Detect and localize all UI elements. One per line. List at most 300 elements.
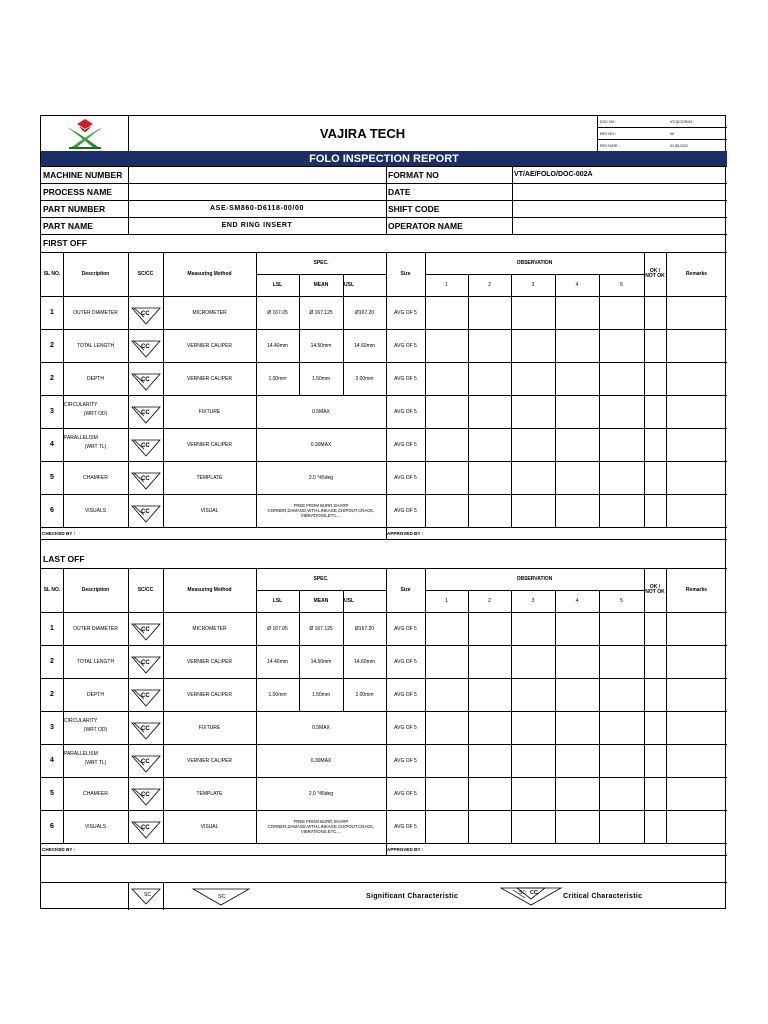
cc-symbol — [128, 333, 163, 362]
row-observation-3-input[interactable] — [511, 362, 555, 395]
row-description: DEPTH — [87, 375, 104, 382]
row-spec: 0.5MAX — [312, 408, 330, 415]
cc-triangle-icon — [131, 819, 161, 839]
row-size: AVG OF 5 — [394, 625, 417, 632]
row-observation-2-input[interactable] — [468, 494, 511, 527]
column-header-observation-2: 2 — [488, 598, 491, 604]
row-observation-4-input[interactable] — [555, 612, 599, 645]
row-observation-5-input[interactable] — [599, 612, 644, 645]
row-sl-no: 3 — [50, 724, 54, 731]
row-spec: 0.30MAX — [310, 757, 332, 764]
sc-triangle-icon — [191, 886, 251, 906]
row-description: VISUALS — [84, 823, 107, 830]
row-observation-3-input[interactable] — [511, 395, 555, 428]
row-remarks-input[interactable] — [666, 461, 727, 494]
column-header-mean: MEAN — [313, 282, 329, 288]
row-sl-no: 6 — [50, 823, 54, 830]
operator-name-field[interactable] — [514, 217, 726, 234]
column-header-measuring-method: Measuring Method — [187, 587, 232, 593]
row-usl: 2.00mm — [355, 375, 374, 382]
row-observation-4-input[interactable] — [555, 428, 599, 461]
row-observation-2-input[interactable] — [468, 645, 511, 678]
row-remarks-input[interactable] — [666, 494, 727, 527]
cc-triangle-icon — [131, 338, 161, 358]
row-observation-4-input[interactable] — [555, 744, 599, 777]
cc-symbol-text: CC — [140, 659, 150, 666]
date-label: DATE — [388, 186, 411, 197]
row-observation-1-input[interactable] — [425, 678, 468, 711]
approved-by-label: APPROVED BY : — [387, 530, 424, 536]
row-spec: 0.30MAX — [310, 441, 332, 448]
row-observation-5-input[interactable] — [599, 428, 644, 461]
cc-symbol — [128, 748, 163, 777]
row-mean: Ø 167.125 — [309, 309, 333, 316]
row-observation-5-input[interactable] — [599, 777, 644, 810]
row-ok-not-ok-input[interactable] — [644, 645, 666, 678]
rev-date-value: 01.08.2022 — [670, 143, 688, 148]
row-observation-3-input[interactable] — [511, 678, 555, 711]
row-observation-1-input[interactable] — [425, 645, 468, 678]
row-size: AVG OF 5 — [394, 441, 417, 448]
cc-symbol-text: CC — [140, 409, 150, 416]
rev-no-label: REV NO : — [600, 131, 616, 136]
row-observation-3-input[interactable] — [511, 645, 555, 678]
column-header-observation: OBSERVATION — [516, 260, 553, 266]
row-sl-no: 5 — [50, 790, 54, 797]
rev-date-label: REV DATE : — [600, 143, 620, 148]
row-spec: 2.0 *45deg — [308, 790, 334, 797]
cc-symbol — [128, 682, 163, 711]
cc-symbol — [128, 432, 163, 461]
cc-symbol — [128, 399, 163, 428]
row-measuring-method: VISUAL — [200, 507, 219, 514]
row-observation-4-input[interactable] — [555, 362, 599, 395]
row-description: DEPTH — [87, 691, 104, 698]
row-description-reference: (WRT OD) — [83, 727, 108, 733]
row-description: OUTER DIAMETER — [73, 625, 118, 632]
cc-triangle-icon — [131, 621, 161, 641]
row-observation-4-input[interactable] — [555, 461, 599, 494]
row-sl-no: 2 — [50, 375, 54, 382]
column-header-observation-2: 2 — [488, 282, 491, 288]
row-ok-not-ok-input[interactable] — [644, 744, 666, 777]
row-observation-2-input[interactable] — [468, 810, 511, 843]
sc-symbol-text: SC — [519, 890, 526, 896]
column-header-observation-1: 1 — [445, 598, 448, 604]
row-remarks-input[interactable] — [666, 678, 727, 711]
row-observation-2-input[interactable] — [468, 428, 511, 461]
row-observation-1-input[interactable] — [425, 428, 468, 461]
row-size: AVG OF 5 — [394, 658, 417, 665]
part-number-value: ASE-SM860-D6118-00/00 — [210, 205, 304, 212]
column-header-observation-4: 4 — [575, 282, 579, 288]
cc-symbol — [128, 498, 163, 527]
column-header-description: Description — [81, 271, 110, 277]
row-usl: 14.60mm — [354, 658, 375, 665]
cc-symbol — [128, 649, 163, 678]
row-observation-4-input[interactable] — [555, 329, 599, 362]
row-observation-2-input[interactable] — [468, 362, 511, 395]
process-name-field[interactable] — [128, 183, 386, 200]
cc-symbol-text: CC — [140, 626, 150, 633]
row-sl-no: 1 — [50, 309, 54, 316]
row-observation-2-input[interactable] — [468, 395, 511, 428]
row-observation-1-input[interactable] — [425, 810, 468, 843]
row-observation-5-input[interactable] — [599, 296, 644, 329]
row-measuring-method: VISUAL — [200, 823, 219, 830]
doc-no-value: VT/QCD/R/03 — [670, 119, 693, 124]
row-description: PARALLELISM — [64, 751, 98, 757]
row-observation-1-input[interactable] — [425, 612, 468, 645]
cc-symbol-text: CC — [530, 890, 538, 896]
row-lsl: 14.40mm — [267, 342, 288, 349]
shift-code-field[interactable] — [514, 200, 726, 217]
cc-symbol — [128, 814, 163, 843]
row-sl-no: 2 — [50, 691, 54, 698]
checked-by-label: CHECKED BY : — [42, 530, 76, 536]
row-sl-no: 2 — [50, 342, 54, 349]
cc-triangle-icon — [131, 437, 161, 457]
row-remarks-input[interactable] — [666, 296, 727, 329]
row-lsl: 14.40mm — [267, 658, 288, 665]
row-lsl: 1.00mm — [268, 375, 287, 382]
row-measuring-method: VERNIER CALIPER — [186, 757, 232, 764]
row-observation-1-input[interactable] — [425, 296, 468, 329]
row-measuring-method: VERNIER CALIPER — [186, 441, 232, 448]
cc-triangle-icon — [131, 470, 161, 490]
row-remarks-input[interactable] — [666, 612, 727, 645]
row-observation-3-input[interactable] — [511, 711, 555, 744]
row-size: AVG OF 5 — [394, 724, 417, 731]
row-observation-5-input[interactable] — [599, 744, 644, 777]
row-remarks-input[interactable] — [666, 395, 727, 428]
approved-by-label: APPROVED BY : — [387, 846, 424, 852]
row-description: TOTAL LENGTH — [76, 658, 115, 665]
doc-no-label: DOC NO : — [600, 119, 617, 124]
row-sl-no: 6 — [50, 507, 54, 514]
cc-triangle-icon — [131, 753, 161, 773]
row-remarks-input[interactable] — [666, 428, 727, 461]
column-header-observation-4: 4 — [575, 598, 579, 604]
row-sl-no: 4 — [50, 757, 54, 764]
column-header-observation-5: 5 — [620, 282, 623, 288]
row-measuring-method: MICROMETER — [192, 625, 227, 632]
row-observation-5-input[interactable] — [599, 329, 644, 362]
row-remarks-input[interactable] — [666, 810, 727, 843]
rev-no-value: 00 — [670, 131, 674, 136]
row-observation-5-input[interactable] — [599, 362, 644, 395]
row-size: AVG OF 5 — [394, 757, 417, 764]
row-lsl: 1.00mm — [268, 691, 287, 698]
row-ok-not-ok-input[interactable] — [644, 777, 666, 810]
cc-triangle-icon — [131, 654, 161, 674]
column-header-spec: SPEC. — [313, 260, 329, 266]
row-observation-3-input[interactable] — [511, 744, 555, 777]
row-description-reference: (WRT OD) — [83, 411, 108, 417]
row-measuring-method: TEMPLATE — [196, 790, 223, 797]
format-no-value: VT/AE/FOLO/DOC-002A — [514, 171, 593, 178]
row-usl: Ø167.20 — [354, 625, 375, 632]
logo-emblem-icon — [61, 117, 109, 151]
date-field[interactable] — [514, 183, 726, 200]
cc-triangle-icon — [131, 687, 161, 707]
row-usl: 2.00mm — [355, 691, 374, 698]
cc-symbol-text: CC — [140, 343, 150, 350]
row-usl: Ø167.20 — [354, 309, 375, 316]
column-header-sc-cc: SC/CC — [137, 587, 154, 593]
row-spec: 2.0 *45deg — [308, 474, 334, 481]
row-observation-4-input[interactable] — [555, 678, 599, 711]
shift-code-label: SHIFT CODE — [388, 203, 440, 214]
row-observation-2-input[interactable] — [468, 744, 511, 777]
row-spec: 0.5MAX — [312, 724, 330, 731]
sc-legend-text: Significant Characteristic — [366, 892, 459, 900]
column-header-observation-3: 3 — [531, 282, 535, 288]
inspection-report-sheet — [40, 115, 726, 909]
process-name-label: PROCESS NAME — [43, 186, 112, 197]
row-description: VISUALS — [84, 507, 107, 514]
row-size: AVG OF 5 — [394, 309, 417, 316]
row-ok-not-ok-input[interactable] — [644, 461, 666, 494]
row-observation-4-input[interactable] — [555, 810, 599, 843]
row-description: CHAMFER — [83, 474, 108, 481]
column-header-lsl: LSL — [272, 282, 283, 288]
cc-triangle-icon — [499, 886, 563, 906]
section-title: LAST OFF — [43, 554, 85, 564]
row-description-reference: (WRT TL) — [84, 444, 107, 450]
cc-symbol-text: CC — [140, 758, 150, 765]
cc-legend-symbol — [496, 882, 566, 910]
column-header-measuring-method: Measuring Method — [187, 271, 232, 277]
cc-symbol-text: CC — [140, 310, 150, 317]
column-header-sl-no: SL NO. — [43, 587, 61, 593]
column-header-ok-not-ok: OK / NOT OK — [645, 268, 665, 279]
row-observation-2-input[interactable] — [468, 777, 511, 810]
row-measuring-method: VERNIER CALIPER — [186, 658, 232, 665]
row-observation-2-input[interactable] — [468, 678, 511, 711]
sc-symbol-text: SC — [218, 894, 226, 900]
row-observation-5-input[interactable] — [599, 494, 644, 527]
row-observation-1-input[interactable] — [425, 777, 468, 810]
row-observation-2-input[interactable] — [468, 612, 511, 645]
part-number-label: PART NUMBER — [43, 203, 106, 214]
cc-symbol — [128, 300, 163, 329]
cc-symbol-text: CC — [140, 725, 150, 732]
row-sl-no: 4 — [50, 441, 54, 448]
row-observation-3-input[interactable] — [511, 461, 555, 494]
row-observation-4-input[interactable] — [555, 296, 599, 329]
row-remarks-input[interactable] — [666, 329, 727, 362]
sc-legend-symbol-small — [128, 882, 163, 910]
row-size: AVG OF 5 — [394, 823, 417, 830]
row-observation-4-input[interactable] — [555, 395, 599, 428]
row-observation-2-input[interactable] — [468, 711, 511, 744]
cc-triangle-icon — [131, 305, 161, 325]
sc-legend-symbol — [181, 882, 261, 910]
row-remarks-input[interactable] — [666, 711, 727, 744]
row-measuring-method: MICROMETER — [192, 309, 227, 316]
row-sl-no: 5 — [50, 474, 54, 481]
column-header-ok-not-ok: OK / NOT OK — [645, 584, 665, 595]
operator-name-label: OPERATOR NAME — [388, 220, 463, 231]
row-size: AVG OF 5 — [394, 342, 417, 349]
column-header-observation: OBSERVATION — [516, 576, 553, 582]
row-remarks-input[interactable] — [666, 645, 727, 678]
row-ok-not-ok-input[interactable] — [644, 678, 666, 711]
doc-meta — [597, 116, 727, 151]
row-observation-2-input[interactable] — [468, 296, 511, 329]
column-header-observation-3: 3 — [531, 598, 535, 604]
row-description: CIRCULARITY — [64, 718, 98, 724]
cc-symbol — [128, 781, 163, 810]
row-observation-1-input[interactable] — [425, 461, 468, 494]
row-mean: 14.50mm — [310, 342, 332, 349]
column-header-remarks: Remarks — [685, 587, 708, 593]
column-header-sc-cc: SC/CC — [137, 271, 154, 277]
row-observation-1-input[interactable] — [425, 711, 468, 744]
cc-symbol-text: CC — [140, 508, 150, 515]
row-measuring-method: VERNIER CALIPER — [186, 691, 232, 698]
row-measuring-method: FIXTURE — [198, 724, 221, 731]
row-observation-5-input[interactable] — [599, 645, 644, 678]
row-observation-2-input[interactable] — [468, 329, 511, 362]
row-ok-not-ok-input[interactable] — [644, 612, 666, 645]
row-observation-1-input[interactable] — [425, 362, 468, 395]
row-observation-3-input[interactable] — [511, 296, 555, 329]
machine-number-field[interactable] — [128, 166, 386, 183]
cc-symbol-text: CC — [140, 475, 150, 482]
row-observation-5-input[interactable] — [599, 810, 644, 843]
column-header-remarks: Remarks — [685, 271, 708, 277]
company-logo — [41, 116, 128, 151]
row-description: CHAMFER — [83, 790, 108, 797]
row-observation-4-input[interactable] — [555, 777, 599, 810]
row-observation-1-input[interactable] — [425, 494, 468, 527]
row-ok-not-ok-input[interactable] — [644, 395, 666, 428]
report-title-banner: FOLO INSPECTION REPORT — [41, 151, 727, 166]
row-observation-5-input[interactable] — [599, 678, 644, 711]
row-description: CIRCULARITY — [64, 402, 98, 408]
row-ok-not-ok-input[interactable] — [644, 296, 666, 329]
row-remarks-input[interactable] — [666, 777, 727, 810]
column-header-size: Size — [400, 587, 411, 593]
company-name: VAJIRA TECH — [319, 126, 406, 141]
row-mean: 14.50mm — [310, 658, 332, 665]
row-measuring-method: TEMPLATE — [196, 474, 223, 481]
row-sl-no: 1 — [50, 625, 54, 632]
row-mean: 1.50mm — [311, 375, 331, 382]
row-observation-5-input[interactable] — [599, 395, 644, 428]
row-size: AVG OF 5 — [394, 691, 417, 698]
cc-symbol — [128, 616, 163, 645]
cc-symbol — [128, 465, 163, 494]
cc-symbol-text: CC — [140, 442, 150, 449]
row-sl-no: 2 — [50, 658, 54, 665]
row-ok-not-ok-input[interactable] — [644, 428, 666, 461]
row-size: AVG OF 5 — [394, 408, 417, 415]
row-description: PARALLELISM — [64, 435, 98, 441]
row-description: TOTAL LENGTH — [76, 342, 115, 349]
row-measuring-method: FIXTURE — [198, 408, 221, 415]
column-header-spec: SPEC. — [313, 576, 329, 582]
sc-symbol-text: SC — [143, 892, 151, 898]
row-description: OUTER DIAMETER — [73, 309, 118, 316]
row-observation-5-input[interactable] — [599, 711, 644, 744]
cc-triangle-icon — [131, 786, 161, 806]
row-spec: FREE FROM BURR,SHARP CORNER,DAMAGE,WTH,LINKAGE,CHIPOUT,CRACK, VIBRATIONS,ETC.,.. — [267, 503, 375, 518]
cc-symbol-text: CC — [140, 791, 150, 798]
row-mean: 1.50mm — [311, 691, 331, 698]
machine-number-label: MACHINE NUMBER — [43, 169, 123, 180]
row-observation-1-input[interactable] — [425, 395, 468, 428]
sc-triangle-icon — [131, 887, 161, 905]
row-observation-1-input[interactable] — [425, 744, 468, 777]
row-observation-3-input[interactable] — [511, 612, 555, 645]
row-lsl: Ø 167.05 — [267, 625, 288, 632]
cc-triangle-icon — [131, 503, 161, 523]
cc-symbol-text: CC — [140, 692, 150, 699]
row-observation-3-input[interactable] — [511, 494, 555, 527]
row-usl: 14.60mm — [354, 342, 375, 349]
checked-by-label: CHECKED BY : — [42, 846, 76, 852]
row-observation-3-input[interactable] — [511, 777, 555, 810]
row-observation-5-input[interactable] — [599, 461, 644, 494]
row-observation-2-input[interactable] — [468, 461, 511, 494]
row-observation-4-input[interactable] — [555, 711, 599, 744]
section-title: FIRST OFF — [43, 238, 87, 248]
row-ok-not-ok-input[interactable] — [644, 494, 666, 527]
cc-triangle-icon — [131, 371, 161, 391]
row-ok-not-ok-input[interactable] — [644, 711, 666, 744]
cc-symbol-text: CC — [140, 376, 150, 383]
column-header-observation-1: 1 — [445, 282, 448, 288]
row-size: AVG OF 5 — [394, 474, 417, 481]
part-name-label: PART NAME — [43, 220, 93, 231]
row-ok-not-ok-input[interactable] — [644, 362, 666, 395]
column-header-lsl: LSL — [272, 598, 283, 604]
row-ok-not-ok-input[interactable] — [644, 810, 666, 843]
row-remarks-input[interactable] — [666, 362, 727, 395]
row-size: AVG OF 5 — [394, 507, 417, 514]
row-measuring-method: VERNIER CALIPER — [186, 375, 232, 382]
part-name-value: END RING INSERT — [221, 222, 293, 229]
row-observation-3-input[interactable] — [511, 329, 555, 362]
format-no-label: FORMAT NO — [388, 169, 439, 180]
row-observation-3-input[interactable] — [511, 428, 555, 461]
cc-symbol — [128, 366, 163, 395]
column-header-size: Size — [400, 271, 411, 277]
row-size: AVG OF 5 — [394, 375, 417, 382]
row-observation-3-input[interactable] — [511, 810, 555, 843]
column-header-description: Description — [81, 587, 110, 593]
row-description-reference: (WRT TL) — [84, 760, 107, 766]
column-header-usl: USL — [344, 598, 354, 604]
row-remarks-input[interactable] — [666, 744, 727, 777]
row-observation-4-input[interactable] — [555, 645, 599, 678]
column-header-mean: MEAN — [313, 598, 329, 604]
row-observation-1-input[interactable] — [425, 329, 468, 362]
cc-legend-text: Critical Characteristic — [563, 892, 643, 900]
row-observation-4-input[interactable] — [555, 494, 599, 527]
row-lsl: Ø 167.05 — [267, 309, 288, 316]
row-mean: Ø 167.125 — [309, 625, 333, 632]
row-spec: FREE FROM BURR,SHARP CORNER,DAMAGE,WTH,LINKAGE,CHIPOUT,CRACK, VIBRATIONS,ETC.,.. — [267, 819, 375, 834]
column-header-sl-no: SL NO. — [43, 271, 61, 277]
cc-triangle-icon — [131, 404, 161, 424]
cc-symbol — [128, 715, 163, 744]
cc-triangle-icon — [131, 720, 161, 740]
row-ok-not-ok-input[interactable] — [644, 329, 666, 362]
